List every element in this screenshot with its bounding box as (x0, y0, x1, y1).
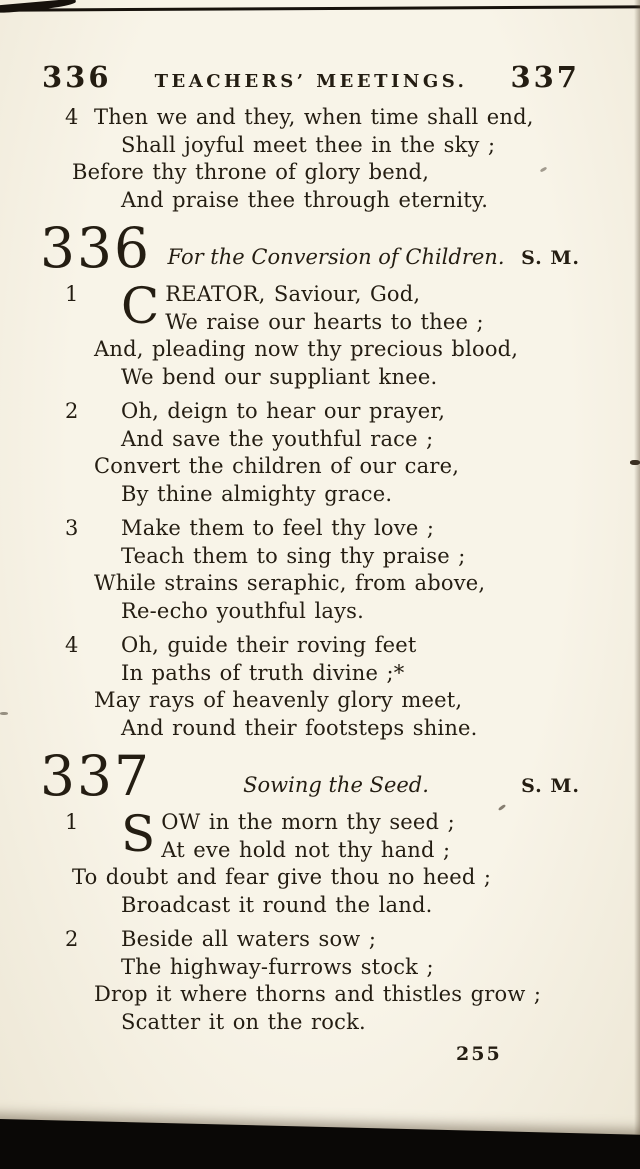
verse-line: And praise thee through eternity. (121, 187, 489, 212)
verse-line: Before thy throne of glory bend, (72, 160, 430, 184)
verse-line: OW in the morn thy seed ; (161, 810, 455, 834)
verse-line: To doubt and fear give thou no heed ; (72, 865, 492, 889)
continuation-verse (60, 104, 582, 214)
verse-line: Teach them to sing thy praise ; (121, 543, 466, 568)
header-right-hymn-number: 337 (510, 60, 580, 94)
verse-line: Beside all waters sow ; (121, 927, 377, 951)
hymn-number: 337 (40, 744, 151, 808)
verse-line: Scatter it on the rock. (121, 1009, 366, 1034)
hymn-meter: S. M. (521, 247, 580, 269)
hymn-336-verse-2 (60, 398, 582, 508)
hymn-title: Sowing the Seed. (243, 773, 429, 797)
verse-line: Re-echo youthful lays. (121, 598, 365, 623)
dropcap-block (121, 805, 582, 864)
scan-artifact-top-edge (0, 5, 640, 12)
hymn-337-verse-2 (60, 926, 582, 1036)
hymn-meter: S. M. (521, 775, 580, 797)
verse-line: Convert the children of our care, (94, 454, 460, 478)
verse-line: Oh, deign to hear our prayer, (121, 399, 446, 423)
dropcap-letter: S (121, 805, 156, 863)
hymn-title: For the Conversion of Children. (167, 245, 505, 269)
verse-line: And round their footsteps shine. (121, 715, 478, 740)
verse-number: 1 (65, 282, 79, 306)
header-title: TEACHERS’ MEETINGS. (154, 71, 468, 92)
verse-number: 4 (65, 105, 79, 129)
verse-line: By thine almighty grace. (121, 481, 393, 506)
verse-line: We bend our suppliant knee. (121, 364, 438, 389)
hymn-336-verse-1 (60, 277, 582, 391)
header-left-hymn-number: 336 (42, 60, 112, 94)
verse-line: At eve hold not thy hand ; (161, 837, 451, 862)
verse-line: Oh, guide their roving feet (121, 633, 417, 657)
hymn-337-heading (40, 744, 582, 808)
hymn-336-heading (40, 216, 582, 280)
verse-number: 2 (65, 927, 79, 951)
scan-artifact-bottom-bar (0, 1119, 640, 1169)
scan-artifact-speck (630, 460, 640, 465)
verse-line: Then we and they, when time shall end, (94, 105, 534, 129)
hymn-number: 336 (40, 216, 151, 280)
verse-line: In paths of truth divine ;* (121, 660, 405, 685)
verse-number: 3 (65, 516, 79, 540)
page-header (42, 60, 580, 94)
verse-line: The highway-furrows stock ; (121, 954, 434, 979)
hymn-337-verse-1 (60, 805, 582, 919)
verse-number: 2 (65, 399, 79, 423)
verse-line: Make them to feel thy love ; (121, 516, 435, 540)
hymn-336-verse-4 (60, 632, 582, 742)
verse-line: Broadcast it round the land. (121, 892, 433, 917)
verse-line: And, pleading now thy precious blood, (94, 337, 519, 361)
dropcap-block (121, 277, 582, 336)
verse-line: Drop it where thorns and thistles grow ; (94, 982, 542, 1006)
verse-line: While strains seraphic, from above, (94, 571, 486, 595)
verse-line: May rays of heavenly glory meet, (94, 688, 463, 712)
scan-artifact-speck (0, 712, 8, 715)
verse-line: We raise our hearts to thee ; (165, 309, 484, 334)
hymn-336-verse-3 (60, 515, 582, 625)
verse-number: 1 (65, 810, 79, 834)
verse-number: 4 (65, 633, 79, 657)
verse-line: Shall joyful meet thee in the sky ; (121, 132, 496, 157)
dropcap-letter: C (121, 277, 160, 335)
verse-line: And save the youthful race ; (121, 426, 434, 451)
page-content (40, 104, 582, 1065)
page-number: 255 (456, 1043, 502, 1065)
verse-line: REATOR, Saviour, God, (165, 282, 421, 306)
scan-artifact-right-edge (634, 0, 640, 1169)
